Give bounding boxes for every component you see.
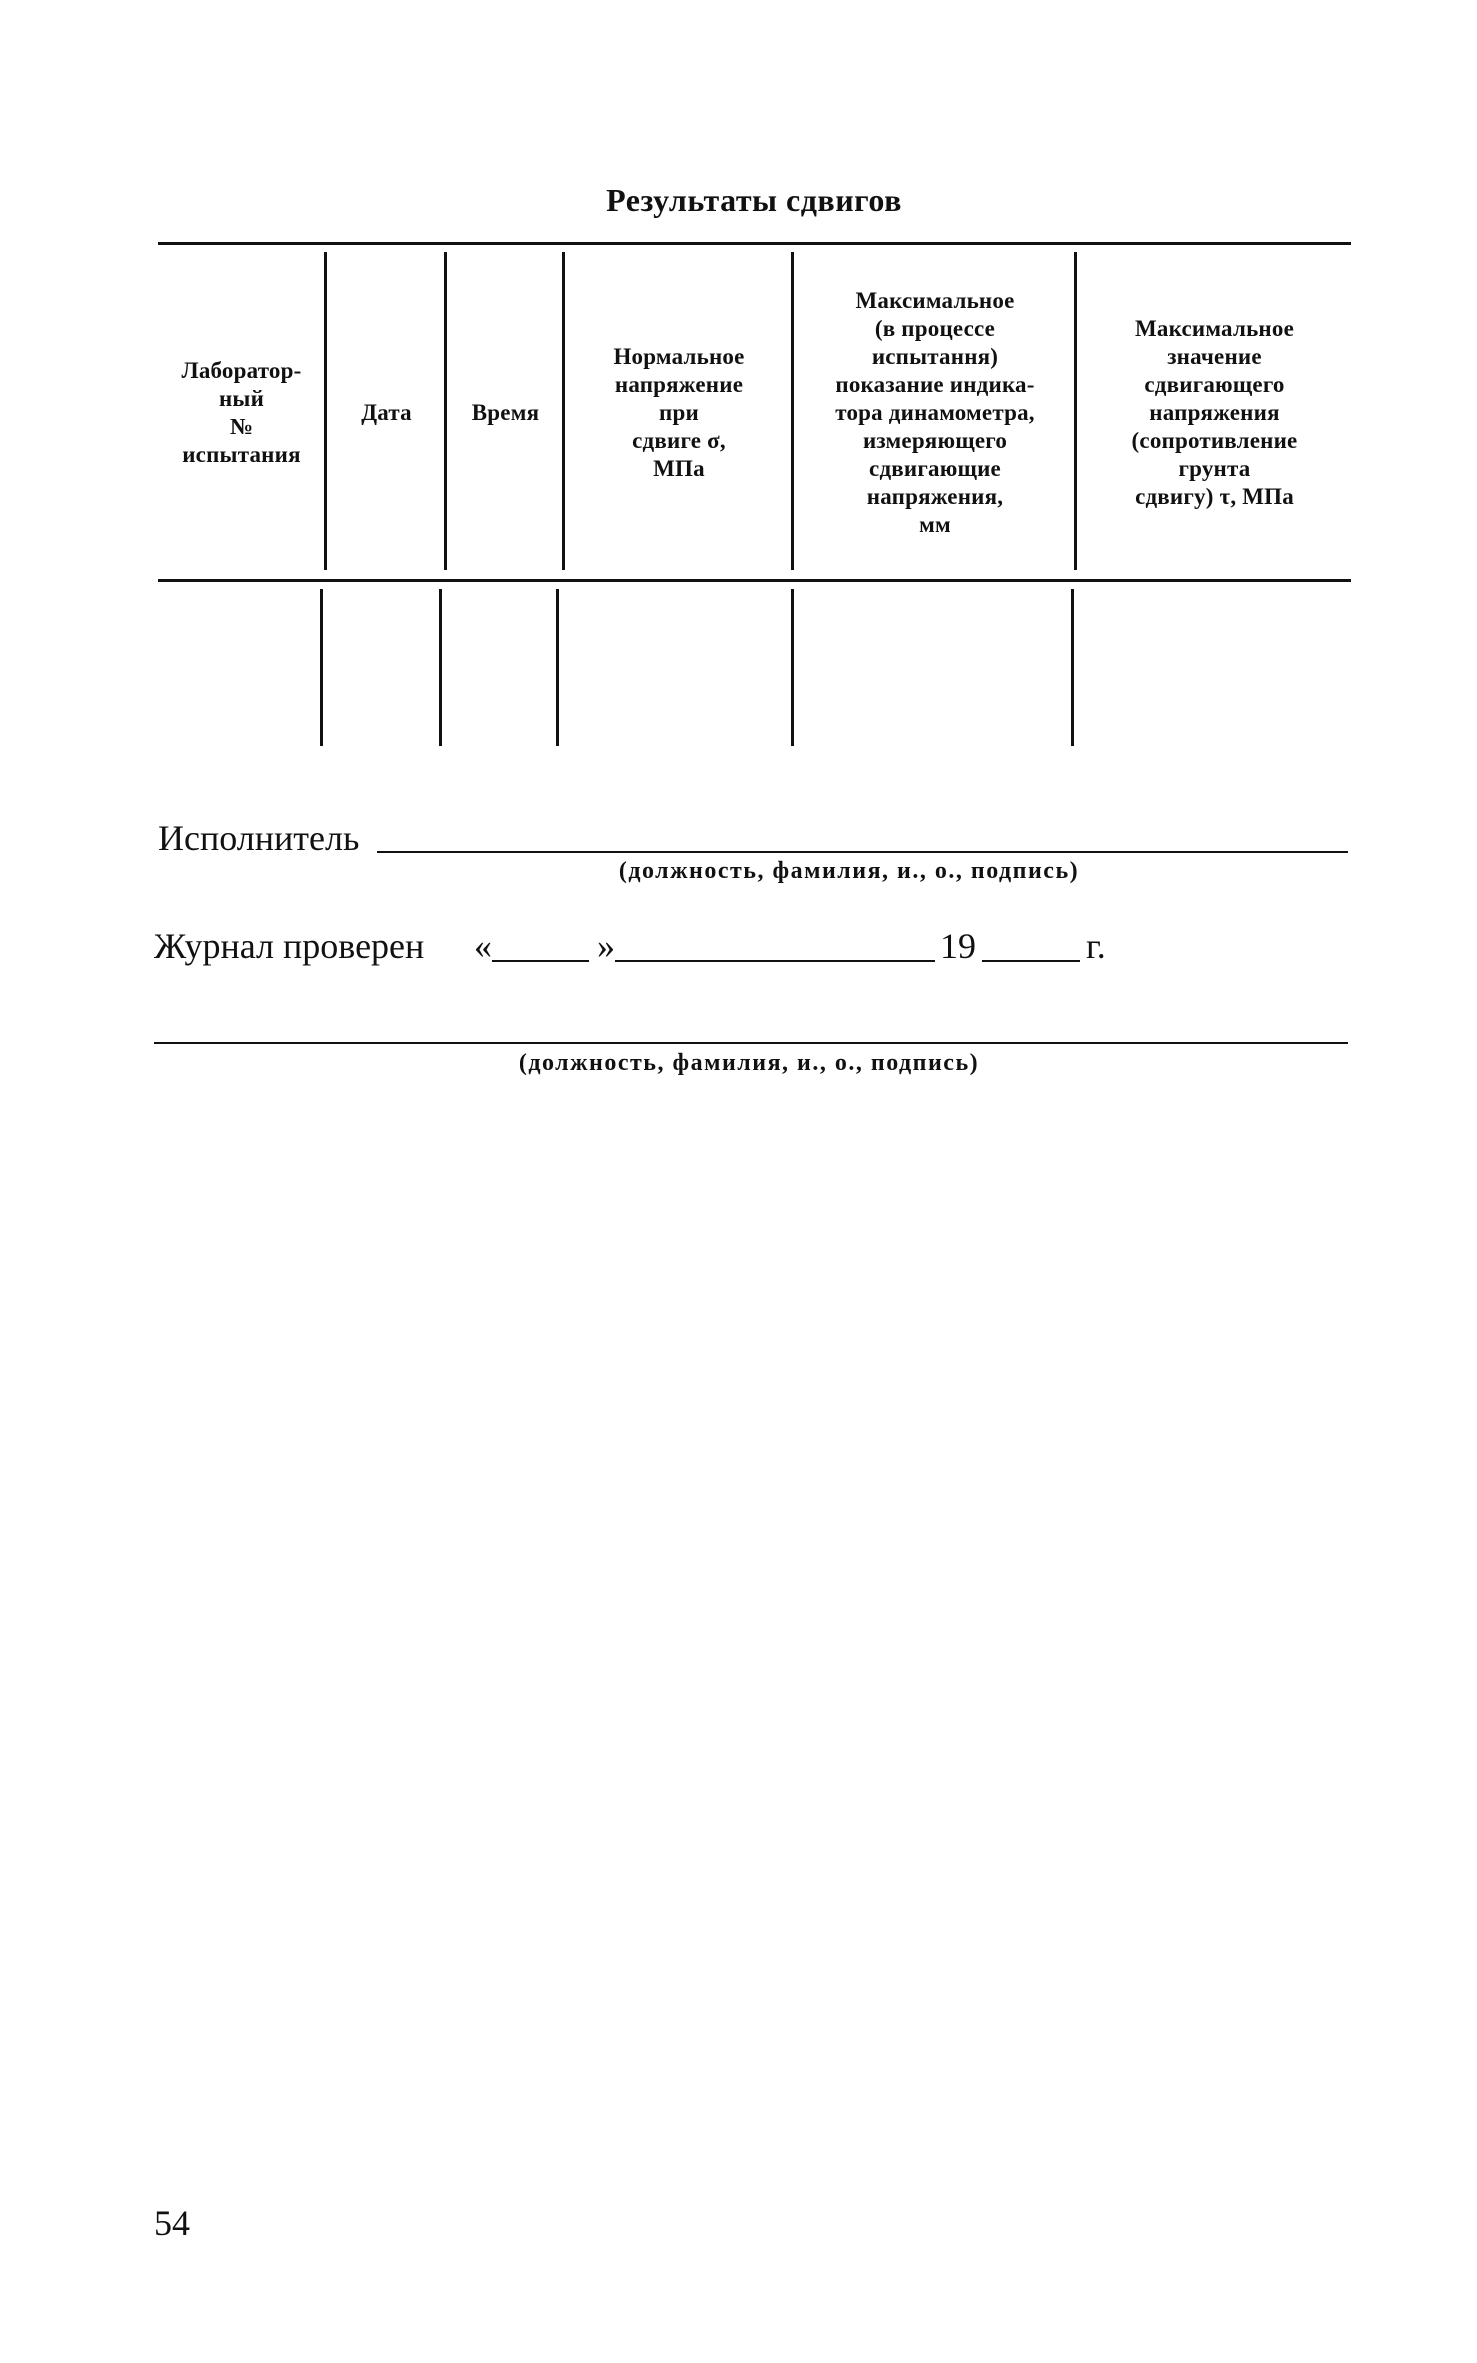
header-time: Время xyxy=(471,399,540,425)
header-date: Дата xyxy=(361,399,412,425)
table-cell xyxy=(443,589,557,746)
body-column-divider xyxy=(1071,589,1074,746)
header-column-divider xyxy=(791,252,794,570)
body-column-divider xyxy=(556,589,559,746)
checker-signature-line xyxy=(154,1042,1348,1044)
header-column-divider xyxy=(444,252,447,570)
page-number: 54 xyxy=(154,2203,190,2243)
executor-label: Исполнитель xyxy=(158,818,360,858)
page-title: Результаты сдвигов xyxy=(606,182,902,218)
executor-caption: (должность, фамилия, и., о., подпись) xyxy=(618,858,1080,884)
table-cell xyxy=(324,589,440,746)
body-column-divider xyxy=(320,589,323,746)
header-lab-test-number: Лаборатор- ный № испытания xyxy=(181,357,302,467)
year-blank-line xyxy=(982,960,1080,962)
month-blank-line xyxy=(615,960,935,962)
checker-caption: (должность, фамилия, и., о., подпись) xyxy=(518,1050,980,1076)
header-max-dynamometer-reading: Максимальное (в процессе испытання) показание индика- тора динамометра, измеряющего сдвигающие напряжения, мм xyxy=(835,287,1035,537)
table-cell xyxy=(560,589,792,746)
quote-close: » xyxy=(597,926,615,966)
journal-check-label: Журнал проверен xyxy=(154,926,425,966)
year-suffix: г. xyxy=(1086,926,1106,966)
header-normal-stress: Нормальное напряжение при сдвиге σ, МПа xyxy=(613,343,745,481)
quote-open: « xyxy=(474,926,492,966)
table-header-rule xyxy=(158,579,1351,582)
table-cell xyxy=(158,589,321,746)
body-column-divider xyxy=(439,589,442,746)
header-column-divider xyxy=(1074,252,1077,570)
header-column-divider xyxy=(324,252,327,570)
header-column-divider xyxy=(562,252,565,570)
table-cell xyxy=(795,589,1072,746)
table-cell xyxy=(1075,589,1351,746)
body-column-divider xyxy=(791,589,794,746)
table-top-rule xyxy=(158,242,1351,245)
header-max-shear-stress: Максимальное значение сдвигающего напряжения (сопротивление грунта сдвигу) τ, МПа xyxy=(1131,315,1298,509)
executor-signature-line xyxy=(377,851,1348,853)
year-prefix: 19 xyxy=(940,926,976,966)
day-blank-line xyxy=(492,960,589,962)
